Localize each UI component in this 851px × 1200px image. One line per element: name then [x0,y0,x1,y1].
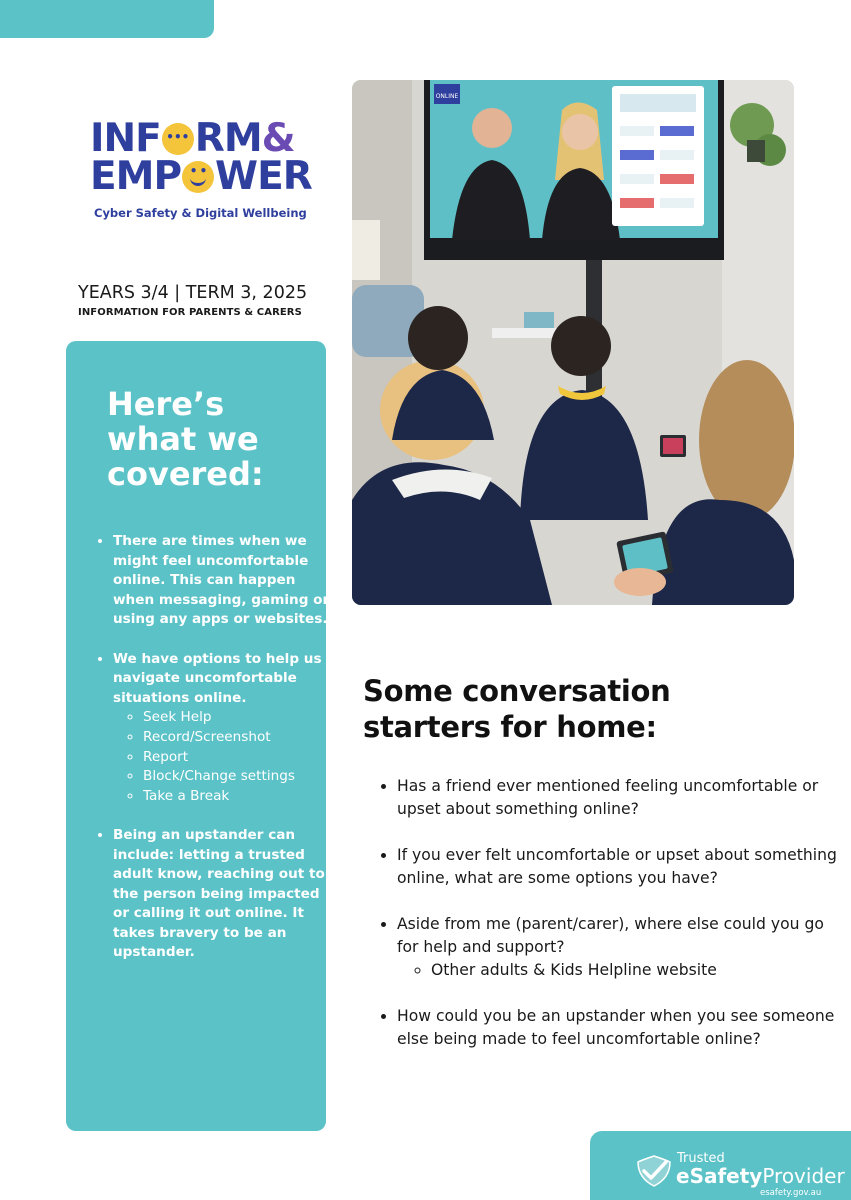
logo-subtitle: Cyber Safety & Digital Wellbeing [94,206,307,220]
top-corner-tab [0,0,214,38]
conversation-sub-list [397,959,842,982]
option-item: ◦ Report [143,748,333,768]
classroom-photo [352,80,794,605]
classroom-illustration [352,80,794,605]
covered-list [93,532,333,983]
screen-logo-text: ONLINE [435,93,459,100]
badge-provider-name: eSafetyProvider [676,1164,845,1188]
badge-trusted-label: Trusted [677,1151,725,1166]
logo-line-inform: INF••• RM& [90,120,305,158]
conversation-sub-item: ◦ Other adults & Kids Helpline website [431,959,842,982]
chat-bubble-icon [162,123,194,155]
conversation-item: • Has a friend ever mentioned feeling uncomfortable or upset about something online? [397,775,842,821]
covered-panel [66,341,330,1131]
conversation-item: • How could you be an upstander when you see someone else being made to feel uncomfortable online? [397,1005,842,1051]
audience-subheading: INFORMATION FOR PARENTS & CARERS [78,307,302,318]
inform-empower-logo [90,116,312,225]
covered-item: • Being an upstander can include: letting a trusted adult know, reaching out to the person being impacted or calling it out online. It takes bravery to be an upstander. [113,826,333,963]
smiley-face-icon [182,161,214,193]
years-term-heading: YEARS 3/4 | TERM 3, 2025 [78,283,308,303]
checkmark-shield-icon [636,1154,672,1188]
covered-item: • We have options to help us navigate uncomfortable situations online. ◦ Seek Help ◦ Record/Screenshot ◦ Report ◦ Block/Change settings ◦ Take a Break [113,650,333,807]
options-list [113,708,333,806]
badge-url: esafety.gov.au [760,1188,822,1198]
conversation-item: • If you ever felt uncomfortable or upset about something online, what are some options you have? [397,844,842,890]
option-item: ◦ Record/Screenshot [143,728,333,748]
conversation-list [377,775,842,1074]
covered-item: • There are times when we might feel uncomfortable online. This can happen when messaging, gaming or using any apps or websites. [113,532,333,630]
conversation-title: Some conversation starters for home: [363,674,671,744]
option-item: ◦ Seek Help [143,708,333,728]
esafety-provider-badge [590,1131,851,1200]
logo-line-empower: EMP• • WER [90,158,305,196]
conversation-item: • Aside from me (parent/carer), where else could you go for help and support? ◦ Other adults & Kids Helpline website [397,913,842,982]
option-item: ◦ Block/Change settings [143,767,333,787]
option-item: ◦ Take a Break [143,787,333,807]
covered-title: Here’s what we covered: [107,385,264,493]
